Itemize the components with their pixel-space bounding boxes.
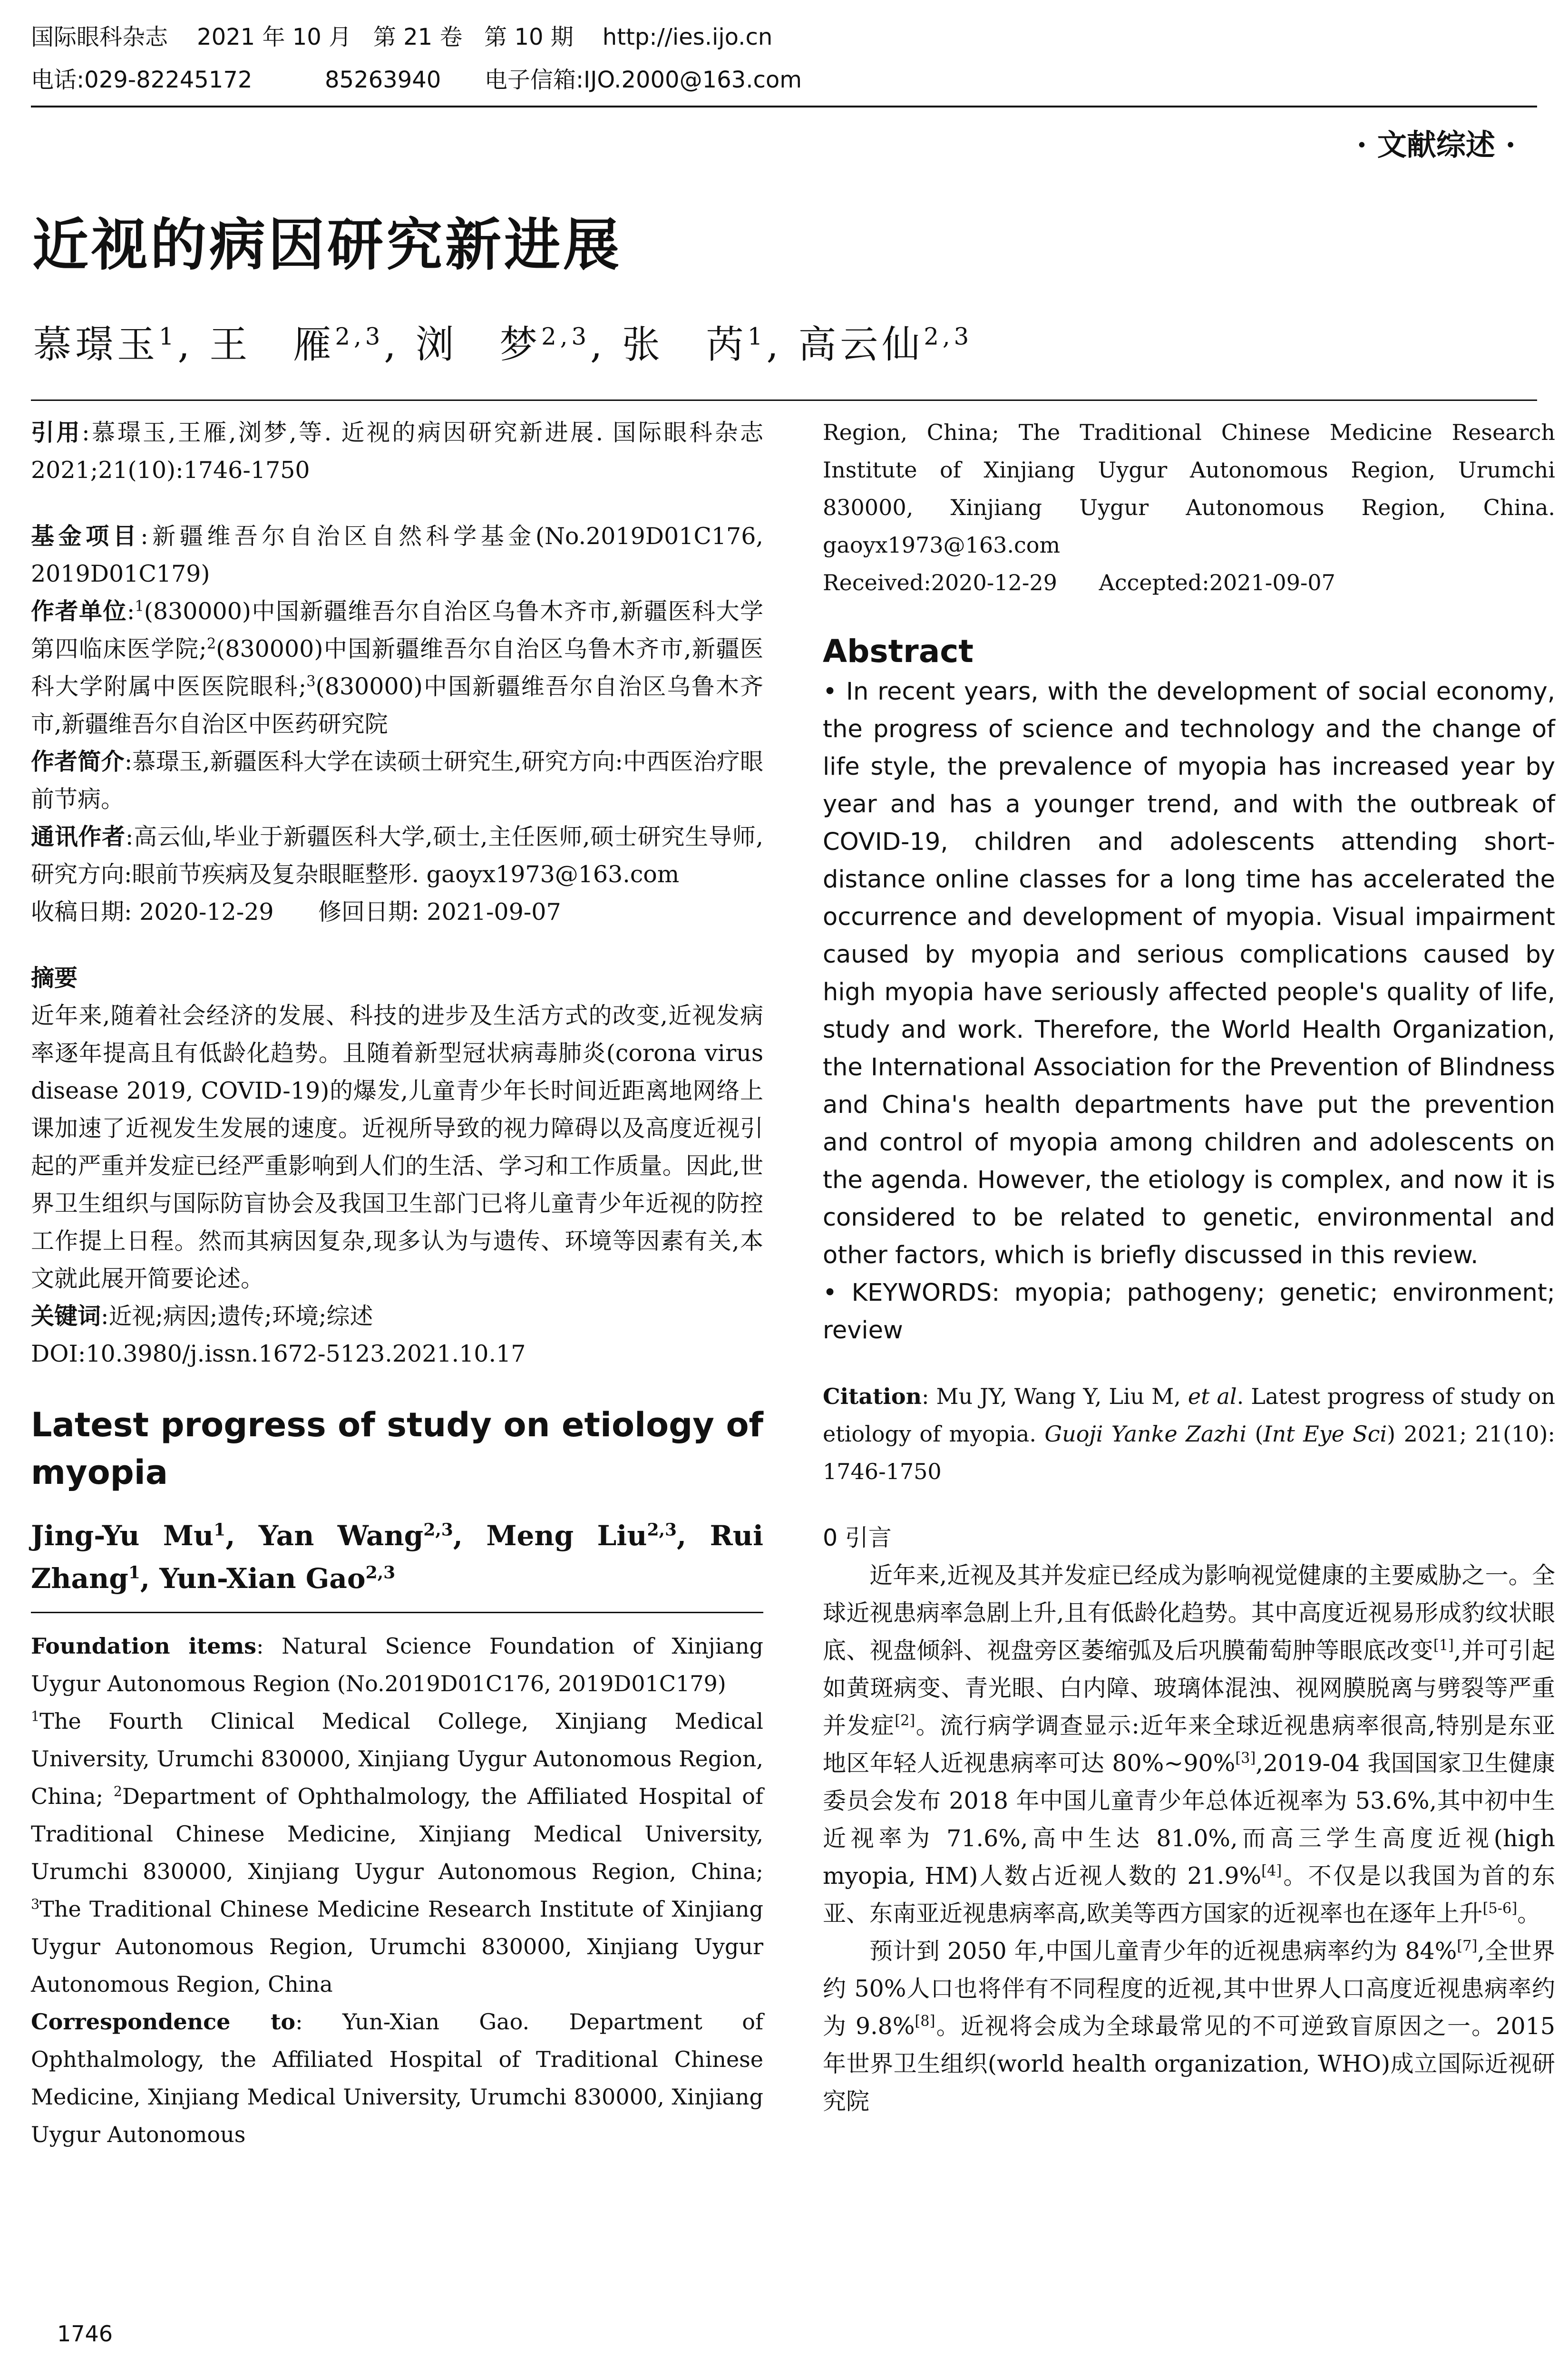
unit-colon: :	[127, 598, 135, 625]
ref-mark: [2]	[895, 1712, 915, 1729]
fund-cn	[31, 517, 763, 593]
text-run: ,2019-04 我国国家卫生健康委员会发布 2018 年中国儿童青少年总体近视率为 53.6%,其中初中生近视率为 71.6%,高中生达 81.0%,而高三学生高度近视(high myopia, HM)人数占近视人数的 21.9%	[823, 1750, 1556, 1890]
author-name: 张 芮	[622, 322, 748, 367]
fund-label: 基金项目	[31, 523, 141, 550]
text-run: ,全世界约 50%人口也将伴有不同程度的近视,其中世界人口高度近视患病率约为 9.8%	[823, 1938, 1555, 2040]
corr-cn	[31, 818, 763, 893]
intro-paragraph-1	[823, 1557, 1555, 1932]
bio-cn	[31, 743, 763, 818]
ref-mark: [7]	[1457, 1938, 1478, 1955]
author-name: 王 雁	[209, 322, 335, 367]
journal-header-line2: 电话:029-82245172 85263940 电子信箱:IJO.2000@163.com	[31, 67, 802, 93]
meta-rule	[31, 399, 1537, 401]
section-tag: · 文献综述 ·	[1356, 127, 1516, 162]
author-name: Yun-Xian Gao	[159, 1562, 366, 1595]
citation-en-label: Citation	[823, 1383, 922, 1409]
keywords-label: 关键词	[31, 1303, 101, 1330]
english-meta-cont	[823, 414, 1555, 602]
citation-en	[823, 1378, 1555, 1490]
citation-cn	[31, 414, 763, 489]
author-name: 高云仙	[798, 322, 924, 367]
affiliation-mark: 1	[135, 598, 144, 615]
author-list-cn: 慕璟玉$^1$, 王 雁$^{2,3}$, 浏 梦$^{2,3}$, 张 芮$^1$, 高云仙$^{2,3}$	[33, 322, 973, 367]
affiliation-mark: 3	[31, 1896, 40, 1912]
fund-en	[31, 1627, 763, 1703]
aff-en-3: The Traditional Chinese Medicine Research Institute of Xinjiang Uygur Autonomous Region, Urumchi 830000, Xinjiang Uygur Autonomous Region, China	[31, 1896, 763, 1997]
corr-en-cont: Region, China; The Traditional Chinese Medicine Research Institute of Xinjiang Uygur Autonomous Region, Urumchi 830000, Xinjiang Uygur Autonomous Region, China. gaoyx1973@163.com	[823, 419, 1555, 558]
text-run: 。不仅是以我国为首的东亚、东南亚近视患病率高,欧美等西方国家的近视率也在逐年上升	[823, 1862, 1555, 1927]
unit-text-2: (830000)中国新疆维吾尔自治区乌鲁木齐市,新疆医科大学附属中医医院眼科;	[31, 635, 763, 700]
ref-mark: [4]	[1261, 1862, 1282, 1880]
page-number: 1746	[57, 2321, 113, 2347]
citation-en-part: . Latest progress of study on etiology of myopia.	[823, 1383, 1556, 1447]
author-name: Yan Wang	[258, 1520, 424, 1552]
affiliation-mark: 2,3	[924, 322, 973, 351]
affiliations-en	[31, 1703, 763, 2003]
affiliation-mark: 1	[31, 1708, 40, 1724]
affiliation-mark: 2	[206, 635, 216, 653]
affiliation-mark: 2,3	[541, 322, 591, 351]
doi: DOI:10.3980/j.issn.1672-5123.2021.10.17	[31, 1340, 526, 1367]
dates-cn: 收稿日期: 2020-12-29 修回日期: 2021-09-07	[31, 898, 561, 925]
unit-text-3: (830000)中国新疆维吾尔自治区乌鲁木齐市,新疆维吾尔自治区中医药研究院	[31, 673, 763, 738]
article-title: 近视的病因研究新进展	[32, 212, 623, 278]
corr-label: 通讯作者	[31, 823, 126, 850]
corr-en-text: : Yun-Xian Gao. Department of Ophthalmology, the Affiliated Hospital of Traditional Chinese Medicine, Xinjiang Medical University, Urumchi 830000, Xinjiang Uygur Autonomous	[31, 2009, 764, 2147]
citation-journal: Guoji Yanke Zazhi	[1044, 1421, 1247, 1447]
bio-text: :慕璟玉,新疆医科大学在读硕士研究生,研究方向:中西医治疗眼前节病。	[31, 748, 763, 813]
affiliation-mark: 2,3	[335, 322, 384, 351]
fund-text: :新疆维吾尔自治区自然科学基金(No.2019D01C176, 2019D01C179)	[31, 523, 763, 587]
text-run: 。流行病学调查显示:近年来全球近视患病率很高,特别是东亚地区年轻人近视患病率可达 80%~90%	[823, 1712, 1555, 1777]
aff-en-2: Department of Ophthalmology, the Affiliated Hospital of Traditional Chinese Medicine, Xinjiang Medical University, Urumchi 830000, Xinjiang Uygur Autonomous Region, China;	[31, 1783, 764, 1884]
affiliation-mark: 2,3	[647, 1520, 677, 1540]
keywords-cn	[31, 1297, 763, 1335]
affiliation-mark: 2	[113, 1783, 122, 1800]
text-run: ,并可引起如黄斑病变、青光眼、白内障、玻璃体混浊、视网膜脱离与劈裂等严重并发症	[823, 1637, 1555, 1739]
affiliation-mark: 2,3	[365, 1562, 396, 1583]
text-run: 预计到 2050 年,中国儿童青少年的近视患病率约为 84%	[869, 1938, 1457, 1965]
corr-text: :高云仙,毕业于新疆医科大学,硕士,主任医师,硕士研究生导师,研究方向:眼前节疾病及复杂眼眶整形. gaoyx1973@163.com	[31, 823, 763, 888]
affiliation-mark: 1	[159, 322, 178, 351]
english-meta	[31, 1627, 763, 2153]
abstract-heading-en: Abstract	[823, 633, 974, 670]
ref-mark: [1]	[1433, 1637, 1454, 1654]
bio-label: 作者简介	[31, 748, 125, 775]
text-run: 近年来,近视及其并发症已经成为影响视觉健康的主要威胁之一。全球近视患病率急剧上升,且有低龄化趋势。其中高度近视易形成豹纹状眼底、视盘倾斜、视盘旁区萎缩弧及后巩膜葡萄肿等眼底改变	[823, 1562, 1555, 1664]
citation-en-part: (	[1247, 1421, 1264, 1447]
unit-label: 作者单位	[31, 598, 127, 625]
abstract-text-cn: 近年来,随着社会经济的发展、科技的进步及生活方式的改变,近视发病率逐年提高且有低龄化趋势。且随着新型冠状病毒肺炎(corona virus disease 2019, COVID-19)的爆发,儿童青少年长时间近距离地网络上课加速了近视发生发展的速度。近视所导致的视力障碍以及高度近视引起的严重并发症已经严重影响到人们的生活、学习和工作质量。因此,世界卫生组织与国际防盲协会及我国卫生部门已将儿童青少年近视的防控工作提上日程。然而其病因复杂,现多认为与遗传、环境等因素有关,本文就此展开简要论述。	[31, 1002, 763, 1292]
english-title: Latest progress of study on etiology of myopia	[31, 1405, 763, 1492]
intro-paragraph-2	[823, 1932, 1555, 2120]
citation-journal-en: Int Eye Sci	[1263, 1421, 1387, 1447]
right-column	[823, 414, 1555, 2120]
corr-en	[31, 2003, 763, 2153]
ref-mark: [8]	[915, 2013, 935, 2030]
citation-label: 引用	[31, 419, 82, 446]
ref-mark: [3]	[1235, 1750, 1256, 1767]
aff-en-1: The Fourth Clinical Medical College, Xinjiang Medical University, Urumchi 830000, Xinjiang Uygur Autonomous Region, China;	[31, 1708, 763, 1809]
keywords-text: :近视;病因;遗传;环境;综述	[101, 1303, 373, 1330]
citation-en-etal: et al	[1188, 1383, 1237, 1409]
corr-en-label: Correspondence to	[31, 2009, 296, 2035]
citation-en-part: ) 2021; 21(10): 1746-1750	[823, 1421, 1555, 1484]
citation-en-part: : Mu JY, Wang Y, Liu M,	[922, 1383, 1188, 1409]
en-meta-rule	[31, 1612, 763, 1613]
text-run: 。	[1517, 1900, 1541, 1927]
abstract-body-en: • In recent years, with the development of social economy, the progress of science and technology and the change of life style, the prevalence of myopia has increased year by year and has a younger trend, and with the outbreak of COVID-19, children and adolescents attending short-distance online classes for a long time has accelerated the occurrence and development of myopia. Visual impairment caused by myopia and serious complications caused by high myopia have seriously affected people's quality of life, study and work. Therefore, the World Health Organization, the International Association for the Prevention of Blindness and China's health departments have put the prevention and control of myopia among children and adolescents on the agenda. However, the etiology is complex, and now it is considered to be related to genetic, environmental and other factors, which is briefly discussed in this review.	[823, 678, 1555, 1269]
citation-text: :慕璟玉,王雁,浏梦,等. 近视的病因研究新进展. 国际眼科杂志 2021;21(10):1746-1750	[31, 419, 763, 484]
author-list-en: Jing-Yu Mu$^1$, Yan Wang$^{2,3}$, Meng Liu$^{2,3}$, Rui Zhang$^1$, Yun-Xian Gao$^{2,3}$	[31, 1520, 764, 1595]
affiliation-mark: 1	[214, 1520, 226, 1540]
keywords-en: • KEYWORDS: myopia; pathogeny; genetic; environment; review	[823, 1279, 1555, 1344]
affiliation-mark: 2,3	[423, 1520, 453, 1540]
author-name: Jing-Yu Mu	[31, 1520, 214, 1552]
ref-mark: [5-6]	[1482, 1900, 1518, 1917]
abstract-label-cn: 摘要	[31, 964, 78, 992]
affiliations-cn	[31, 593, 763, 743]
author-name: 慕璟玉	[33, 322, 159, 367]
affiliation-mark: 1	[747, 322, 767, 351]
received-accepted: Received:2020-12-29 Accepted:2021-09-07	[823, 570, 1335, 595]
intro-heading: 0 引言	[823, 1524, 892, 1551]
journal-header-line1: 国际眼科杂志 2021 年 10 月 第 21 卷 第 10 期 http://ies.ijo.cn	[31, 24, 773, 50]
text-run: 。近视将会成为全球最常见的不可逆致盲原因之一。2015 年世界卫生组织(world health organization, WHO)成立国际近视研究院	[823, 2013, 1556, 2115]
left-column	[31, 414, 763, 2153]
affiliation-mark: 3	[306, 673, 316, 690]
author-name: Rui Zhang	[31, 1520, 764, 1595]
fund-en-label: Foundation items	[31, 1633, 257, 1659]
author-name: Meng Liu	[486, 1520, 647, 1552]
affiliation-mark: 1	[128, 1562, 140, 1583]
author-name: 浏 梦	[416, 322, 542, 367]
header-rule	[31, 106, 1537, 107]
unit-text-1: (830000)中国新疆维吾尔自治区乌鲁木齐市,新疆医科大学第四临床医学院;	[31, 598, 763, 662]
fund-en-text: : Natural Science Foundation of Xinjiang Uygur Autonomous Region (No.2019D01C176, 2019D01C179)	[31, 1633, 763, 1696]
